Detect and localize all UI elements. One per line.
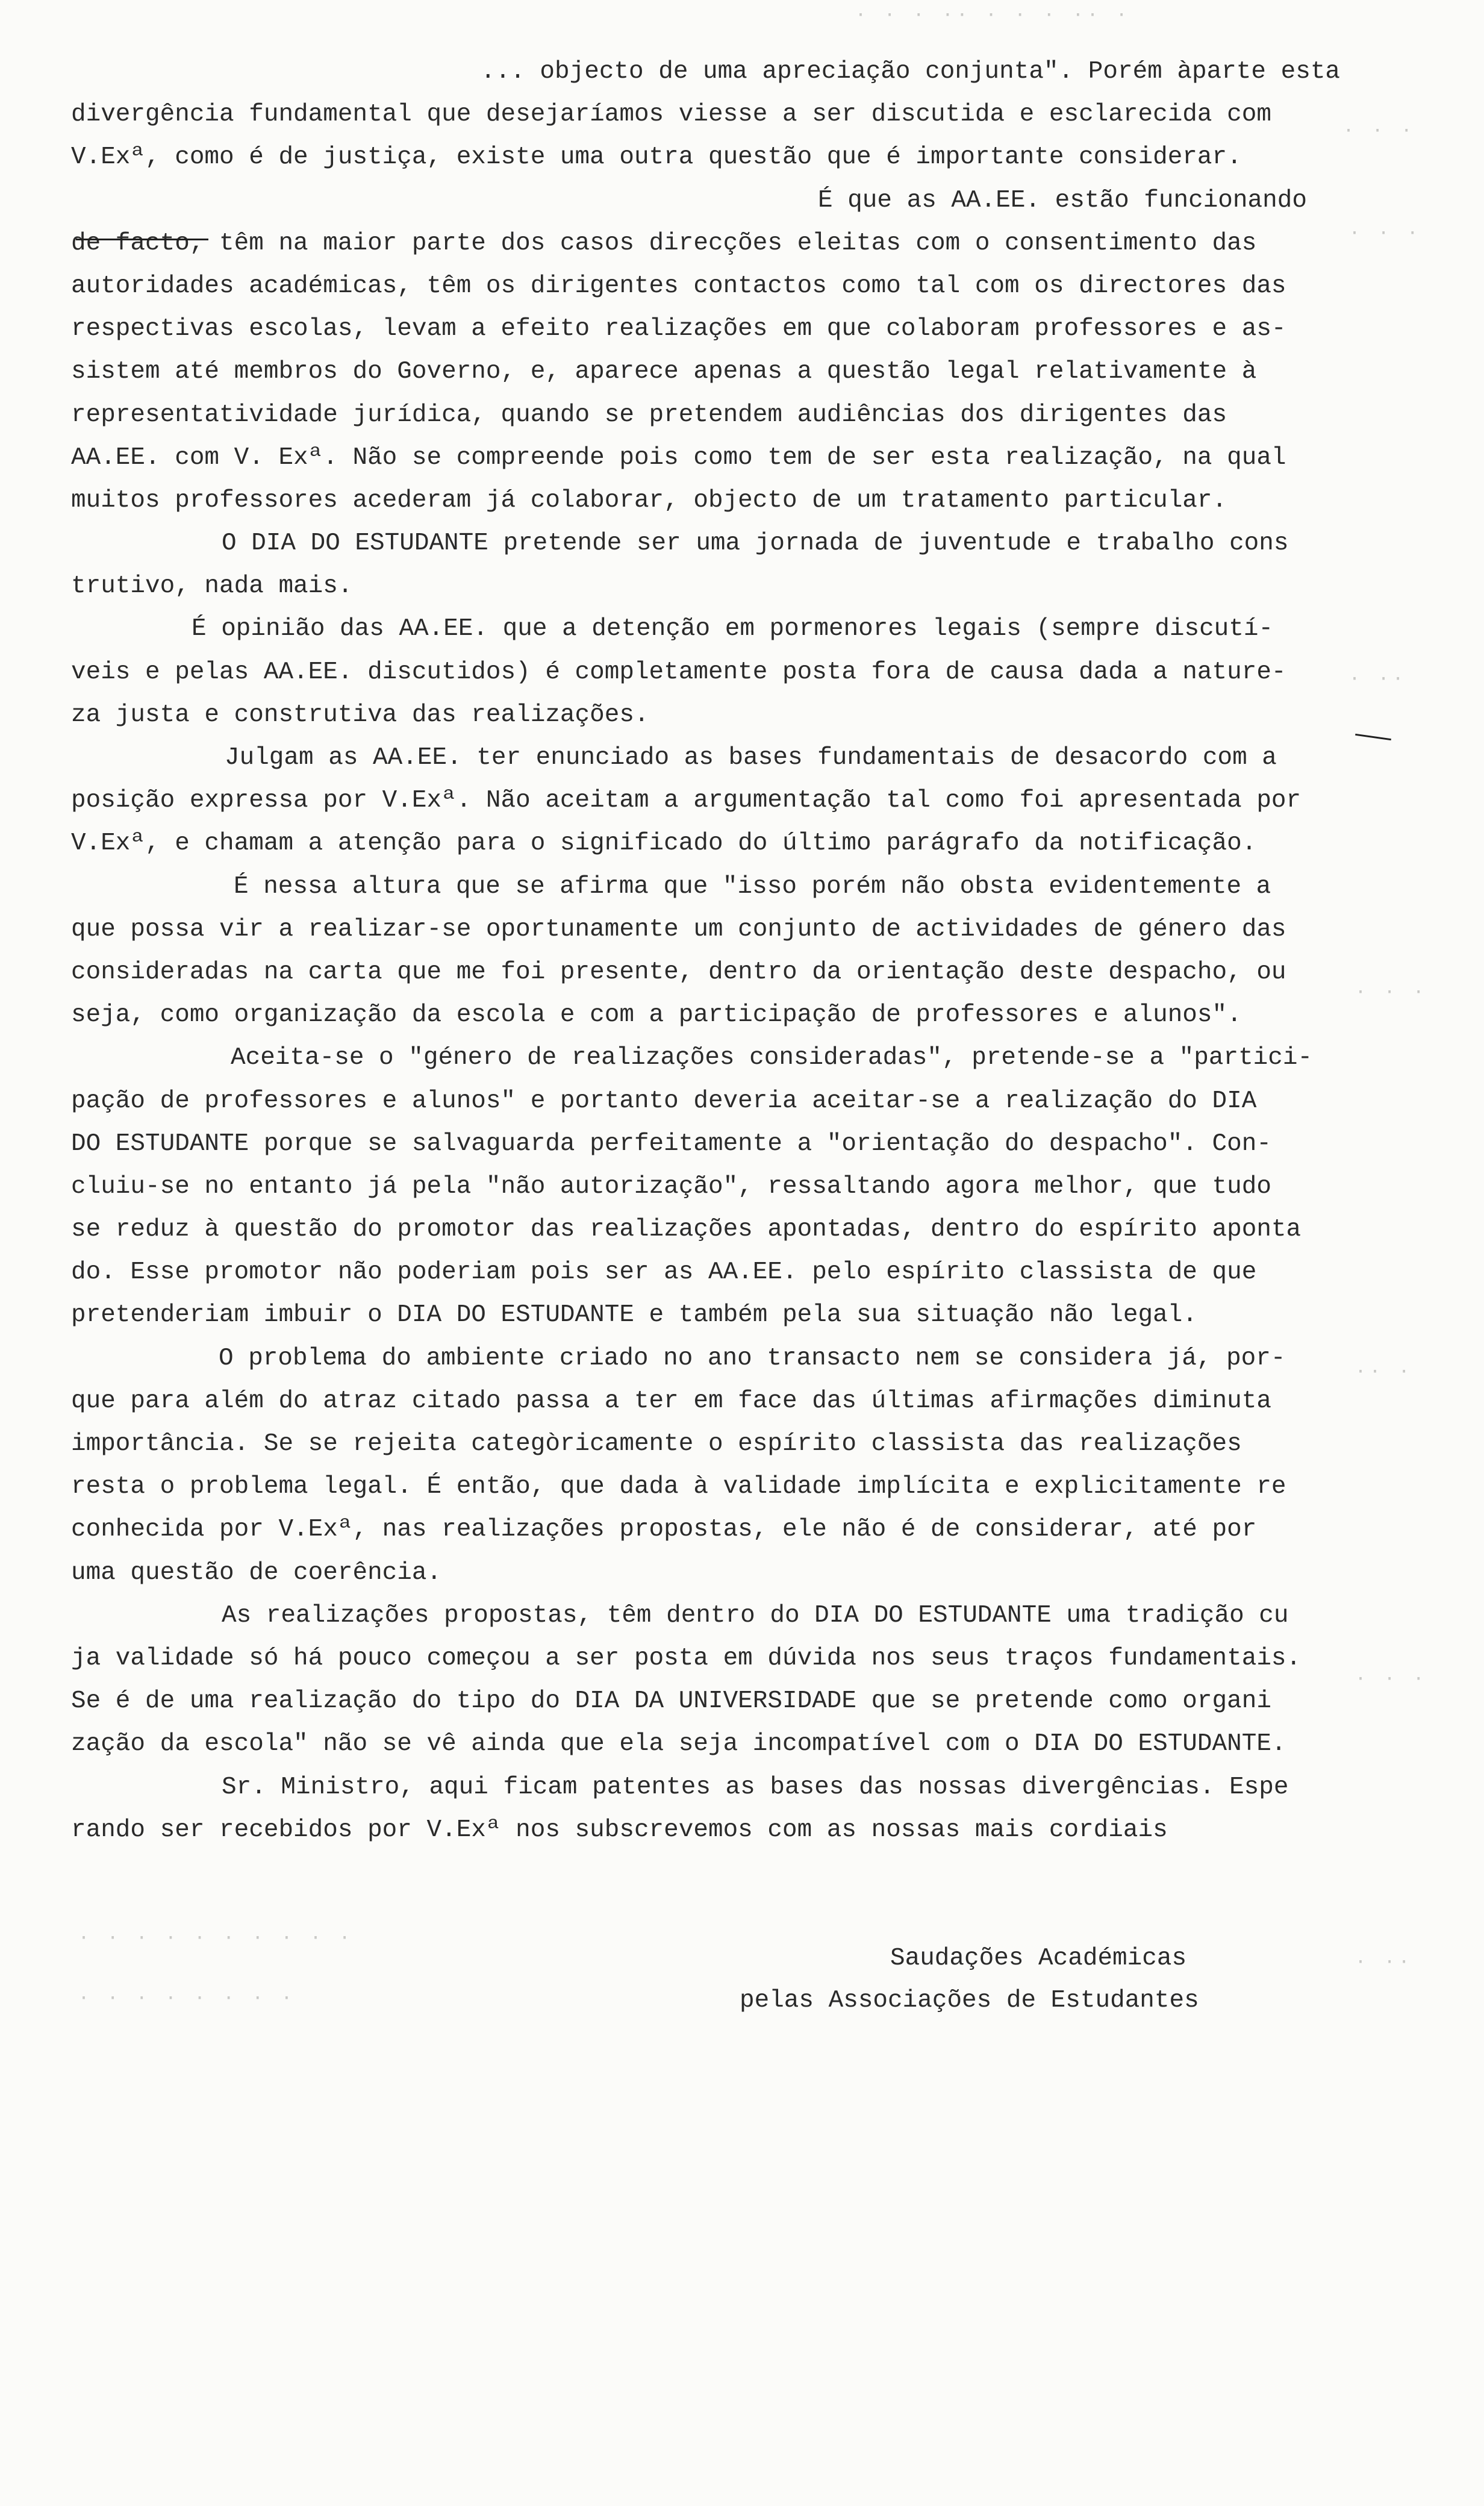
- body-line: zação da escola" não se vê ainda que ela seja incompatível com o DIA DO ESTUDANTE.: [71, 1730, 1286, 1758]
- body-line: conhecida por V.Exª, nas realizações propostas, ele não é de considerar, até por: [71, 1516, 1257, 1544]
- scan-noise-right-2: · · ·: [1349, 223, 1422, 244]
- scan-noise-left-2: · · · · · · · ·: [78, 1988, 296, 2009]
- body-line: Se é de uma realização do tipo do DIA DA UNIVERSIDADE que se pretende como organi: [71, 1687, 1271, 1716]
- body-line: V.Exª, como é de justiça, existe uma outra questão que é importante considerar.: [71, 143, 1242, 172]
- body-line: za justa e construtiva das realizações.: [71, 701, 649, 729]
- body-line: autoridades académicas, têm os dirigentes contactos como tal com os directores das: [71, 272, 1286, 300]
- body-line: se reduz à questão do promotor das realizações apontadas, dentro do espírito aponta: [71, 1216, 1302, 1244]
- body-line: representatividade jurídica, quando se pretendem audiências dos dirigentes das: [71, 401, 1227, 429]
- body-line: pretenderiam imbuir o DIA DO ESTUDANTE e também pela sua situação não legal.: [71, 1301, 1197, 1330]
- closing-salutation: Saudações Académicas: [890, 1945, 1187, 1972]
- body-line: importância. Se se rejeita categòricamente o espírito classista das realizações: [71, 1430, 1242, 1458]
- scan-noise-right-3: · ··: [1349, 669, 1408, 690]
- body-line: DO ESTUDANTE porque se salvaguarda perfeitamente a "orientação do despacho". Con-: [71, 1130, 1271, 1158]
- body-line: AA.EE. com V. Exª. Não se compreende pois como tem de ser esta realização, na qual: [71, 443, 1286, 472]
- body-line: que possa vir a realizar-se oportunamente um conjunto de actividades de género das: [71, 915, 1286, 943]
- body-line: rando ser recebidos por V.Exª nos subscrevemos com as nossas mais cordiais: [71, 1816, 1168, 1844]
- body-line: ... objecto de uma apreciação conjunta". Porém àparte esta: [481, 58, 1341, 86]
- body-line: veis e pelas AA.EE. discutidos) é completamente posta fora de causa dada a nature-: [71, 658, 1286, 686]
- body-line: cluiu-se no entanto já pela "não autorização", ressaltando agora melhor, que tudo: [71, 1172, 1271, 1201]
- body-line: pação de professores e alunos" e portanto deveria aceitar-se a realização do DIA: [71, 1087, 1257, 1115]
- body-line: O DIA DO ESTUDANTE pretende ser uma jornada de juventude e trabalho cons: [222, 530, 1289, 558]
- scan-noise-right-5: ·· ·: [1355, 1361, 1414, 1383]
- body-line: V.Exª, e chamam a atenção para o significado do último parágrafo da notificação.: [71, 830, 1257, 858]
- letter-body: [71, 51, 1366, 1852]
- body-line: que para além do atraz citado passa a ter em face das últimas afirmações diminuta: [71, 1387, 1271, 1415]
- scan-noise-right-6: · · ·: [1355, 1669, 1428, 1690]
- closing-signature: pelas Associações de Estudantes: [740, 1987, 1199, 2014]
- body-line: É opinião das AA.EE. que a detenção em pormenores legais (sempre discutí-: [192, 615, 1274, 643]
- body-line: É nessa altura que se afirma que "isso porém não obsta evidentemente a: [234, 872, 1271, 901]
- body-line: seja, como organização da escola e com a participação de professores e alunos".: [71, 1001, 1242, 1030]
- scan-noise-right-7: · ··: [1355, 1952, 1414, 1973]
- body-line: O problema do ambiente criado no ano transacto nem se considera já, por-: [219, 1344, 1286, 1372]
- body-line: As realizações propostas, têm dentro do DIA DO ESTUDANTE uma tradição cu: [222, 1601, 1289, 1630]
- body-line: de facto, têm na maior parte dos casos direcções eleitas com o consentimento das: [71, 229, 1257, 257]
- body-line: É que as AA.EE. estão funcionando: [818, 186, 1307, 214]
- body-line: Aceita-se o "género de realizações consideradas", pretende-se a "partici-: [231, 1044, 1313, 1072]
- body-line: sistem até membros do Governo, e, aparece apenas a questão legal relativamente à: [71, 358, 1257, 386]
- body-line: resta o problema legal. É então, que dada à validade implícita e explicitamente re: [71, 1473, 1286, 1501]
- scan-noise-top: · · · ·· · · · ·· ·: [855, 5, 1131, 26]
- scan-noise-right-4: · · ·: [1355, 982, 1428, 1003]
- body-line: respectivas escolas, levam a efeito realizações em que colaboram professores e as-: [71, 315, 1286, 343]
- body-line: do. Esse promotor não poderiam pois ser as AA.EE. pelo espírito classista de que: [71, 1258, 1257, 1287]
- scan-noise-right-1: · · ·: [1343, 120, 1416, 142]
- body-line: Julgam as AA.EE. ter enunciado as bases fundamentais de desacordo com a: [225, 744, 1277, 772]
- body-line: consideradas na carta que me foi presente, dentro da orientação deste despacho, ou: [71, 958, 1286, 986]
- body-line: Sr. Ministro, aqui ficam patentes as bases das nossas divergências. Espe: [222, 1773, 1289, 1801]
- body-line: divergência fundamental que desejaríamos viesse a ser discutida e esclarecida com: [71, 101, 1271, 129]
- body-line: posição expressa por V.Exª. Não aceitam a argumentação tal como foi apresentada por: [71, 787, 1302, 815]
- body-line: muitos professores acederam já colaborar, objecto de um tratamento particular.: [71, 486, 1227, 514]
- body-line: uma questão de coerência.: [71, 1558, 442, 1587]
- body-line: trutivo, nada mais.: [71, 572, 353, 601]
- body-line: ja validade só há pouco começou a ser posta em dúvida nos seus traços fundamentais.: [71, 1644, 1302, 1672]
- scan-noise-left-1: · · · · · · · · · ·: [78, 1928, 354, 1949]
- pen-underline-mark: [76, 239, 208, 240]
